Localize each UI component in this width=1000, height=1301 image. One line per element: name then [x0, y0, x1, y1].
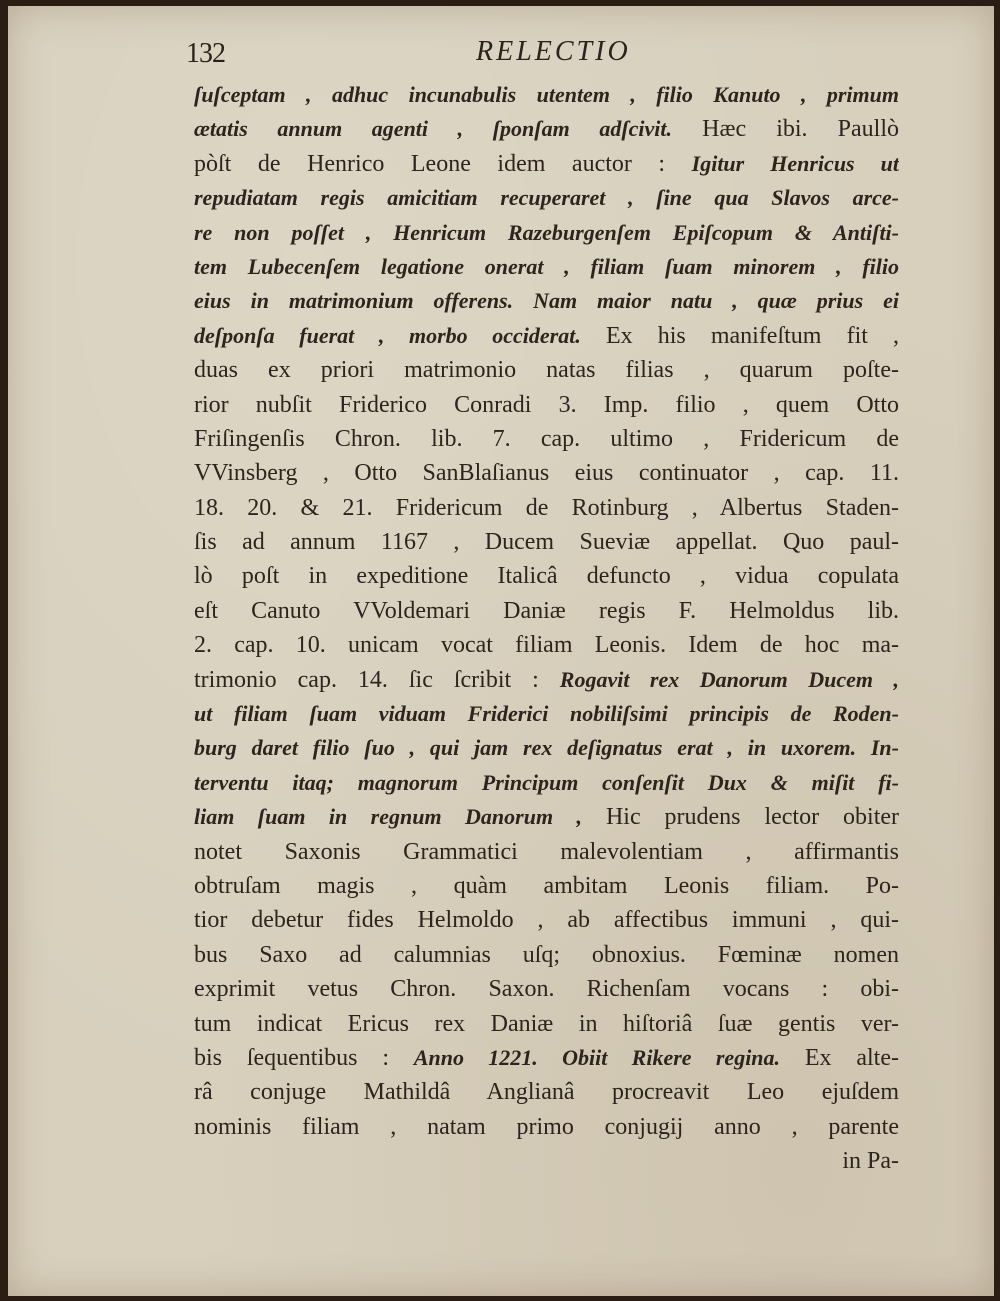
- roman-segment: rior nubſit Friderico Conradi 3. Imp. filio , quem Otto: [194, 391, 899, 418]
- roman-segment: notet Saxonis Grammatici malevolentiam , affirmantis: [194, 838, 899, 865]
- text-line: [194, 147, 899, 181]
- roman-segment: VVinsberg , Otto SanBlaſianus eius continuator , cap. 11.: [194, 460, 899, 487]
- italic-segment: tem Lubecenſem legatione onerat , filiam ſuam minorem , filio: [194, 253, 899, 279]
- roman-segment: Ex alte-: [780, 1044, 899, 1071]
- italic-segment: re non poſſet , Henricum Razeburgenſem Epiſcopum & Antiſti-: [194, 219, 899, 245]
- text-line: [194, 869, 899, 903]
- body-text: [194, 78, 899, 1179]
- roman-segment: bis ſequentibus :: [194, 1044, 414, 1071]
- roman-segment: Hæc ibi. Paullò: [672, 116, 899, 143]
- text-line: [194, 1110, 899, 1144]
- text-line: [194, 628, 899, 662]
- roman-segment: Friſingenſis Chron. lib. 7. cap. ultimo , Fridericum de: [194, 425, 899, 452]
- running-title: RELECTIO: [476, 36, 631, 67]
- italic-segment: Anno 1221. Obiit Rikere regina.: [413, 1044, 781, 1070]
- text-line: [194, 1041, 899, 1075]
- roman-segment: nominis filiam , natam primo conjugij anno , parente: [194, 1113, 899, 1140]
- text-line: [194, 731, 899, 765]
- italic-segment: repudiatam regis amicitiam recuperaret , ſine qua Slavos arce-: [194, 185, 899, 211]
- text-line: [194, 1144, 899, 1178]
- roman-segment: eſt Canuto VVoldemari Daniæ regis F. Helmoldus lib.: [194, 597, 899, 624]
- roman-segment: Ex his manifeſtum fit ,: [580, 322, 899, 349]
- text-line: [194, 800, 899, 834]
- text-line: [194, 491, 899, 525]
- text-line: [194, 422, 899, 456]
- text-line: [194, 559, 899, 593]
- roman-segment: 18. 20. & 21. Fridericum de Rotinburg , Albertus Staden-: [194, 494, 899, 521]
- italic-segment: deſponſa fuerat , morbo occiderat.: [194, 322, 581, 348]
- roman-segment: Hic prudens lector obiter: [582, 804, 899, 831]
- text-line: [194, 112, 899, 146]
- text-line: [194, 456, 899, 490]
- italic-segment: Rogavit rex Danorum Ducem ,: [559, 666, 899, 692]
- text-line: [194, 525, 899, 559]
- roman-segment: obtruſam magis , quàm ambitam Leonis filiam. Po-: [194, 872, 899, 899]
- text-line: [194, 216, 899, 250]
- italic-segment: eius in matrimonium offerens. Nam maior natu , quæ prius ei: [194, 288, 899, 314]
- roman-segment: trimonio cap. 14. ſic ſcribit :: [194, 666, 560, 693]
- italic-segment: ut filiam ſuam viduam Friderici nobiliſsimi principis de Roden-: [194, 701, 899, 727]
- roman-segment: ſis ad annum 1167 , Ducem Sueviæ appellat. Quo paul-: [194, 529, 899, 556]
- roman-segment: duas ex priori matrimonio natas filias , quarum poſte-: [194, 357, 899, 384]
- text-line: [194, 972, 899, 1006]
- page-number: 132: [186, 38, 225, 69]
- roman-segment: 2. cap. 10. unicam vocat filiam Leonis. Idem de hoc ma-: [194, 632, 899, 659]
- roman-segment: râ conjuge Mathildâ Anglianâ procreavit Leo ejuſdem: [194, 1079, 899, 1106]
- text-line: [194, 1075, 899, 1109]
- text-line: [194, 250, 899, 284]
- roman-segment: lò poſt in expeditione Italicâ defuncto , vidua copulata: [194, 563, 899, 590]
- text-line: [194, 903, 899, 937]
- text-line: [194, 938, 899, 972]
- roman-segment: tior debetur fides Helmoldo , ab affectibus immuni , qui-: [194, 907, 899, 934]
- italic-segment: Igitur Henricus ut: [691, 150, 899, 176]
- text-line: [194, 766, 899, 800]
- text-line: [194, 78, 899, 112]
- roman-segment: in Pa-: [842, 1148, 899, 1175]
- text-line: [194, 284, 899, 318]
- text-line: [194, 181, 899, 215]
- roman-segment: bus Saxo ad calumnias uſq; obnoxius. Fœminæ nomen: [194, 941, 899, 968]
- page-header: [186, 38, 896, 78]
- roman-segment: exprimit vetus Chron. Saxon. Richenſam vocans : obi-: [194, 976, 899, 1003]
- book-page: [8, 6, 994, 1296]
- italic-segment: burg daret filio ſuo , qui jam rex deſignatus erat , in uxorem. In-: [194, 735, 899, 761]
- text-line: [194, 319, 899, 353]
- text-line: [194, 697, 899, 731]
- text-line: [194, 353, 899, 387]
- italic-segment: ætatis annum agenti , ſponſam adſcivit.: [194, 116, 673, 142]
- text-line: [194, 388, 899, 422]
- text-line: [194, 835, 899, 869]
- roman-segment: pòſt de Henrico Leone idem auctor :: [194, 150, 692, 177]
- text-line: [194, 663, 899, 697]
- italic-segment: liam ſuam in regnum Danorum ,: [194, 804, 582, 830]
- text-line: [194, 594, 899, 628]
- roman-segment: tum indicat Ericus rex Daniæ in hiſtoriâ ſuæ gentis ver-: [194, 1010, 899, 1037]
- text-line: [194, 1007, 899, 1041]
- italic-segment: ſuſceptam , adhuc incunabulis utentem , filio Kanuto , primum: [194, 82, 899, 107]
- italic-segment: terventu itaq; magnorum Principum conſenſit Dux & miſit fi-: [194, 769, 899, 795]
